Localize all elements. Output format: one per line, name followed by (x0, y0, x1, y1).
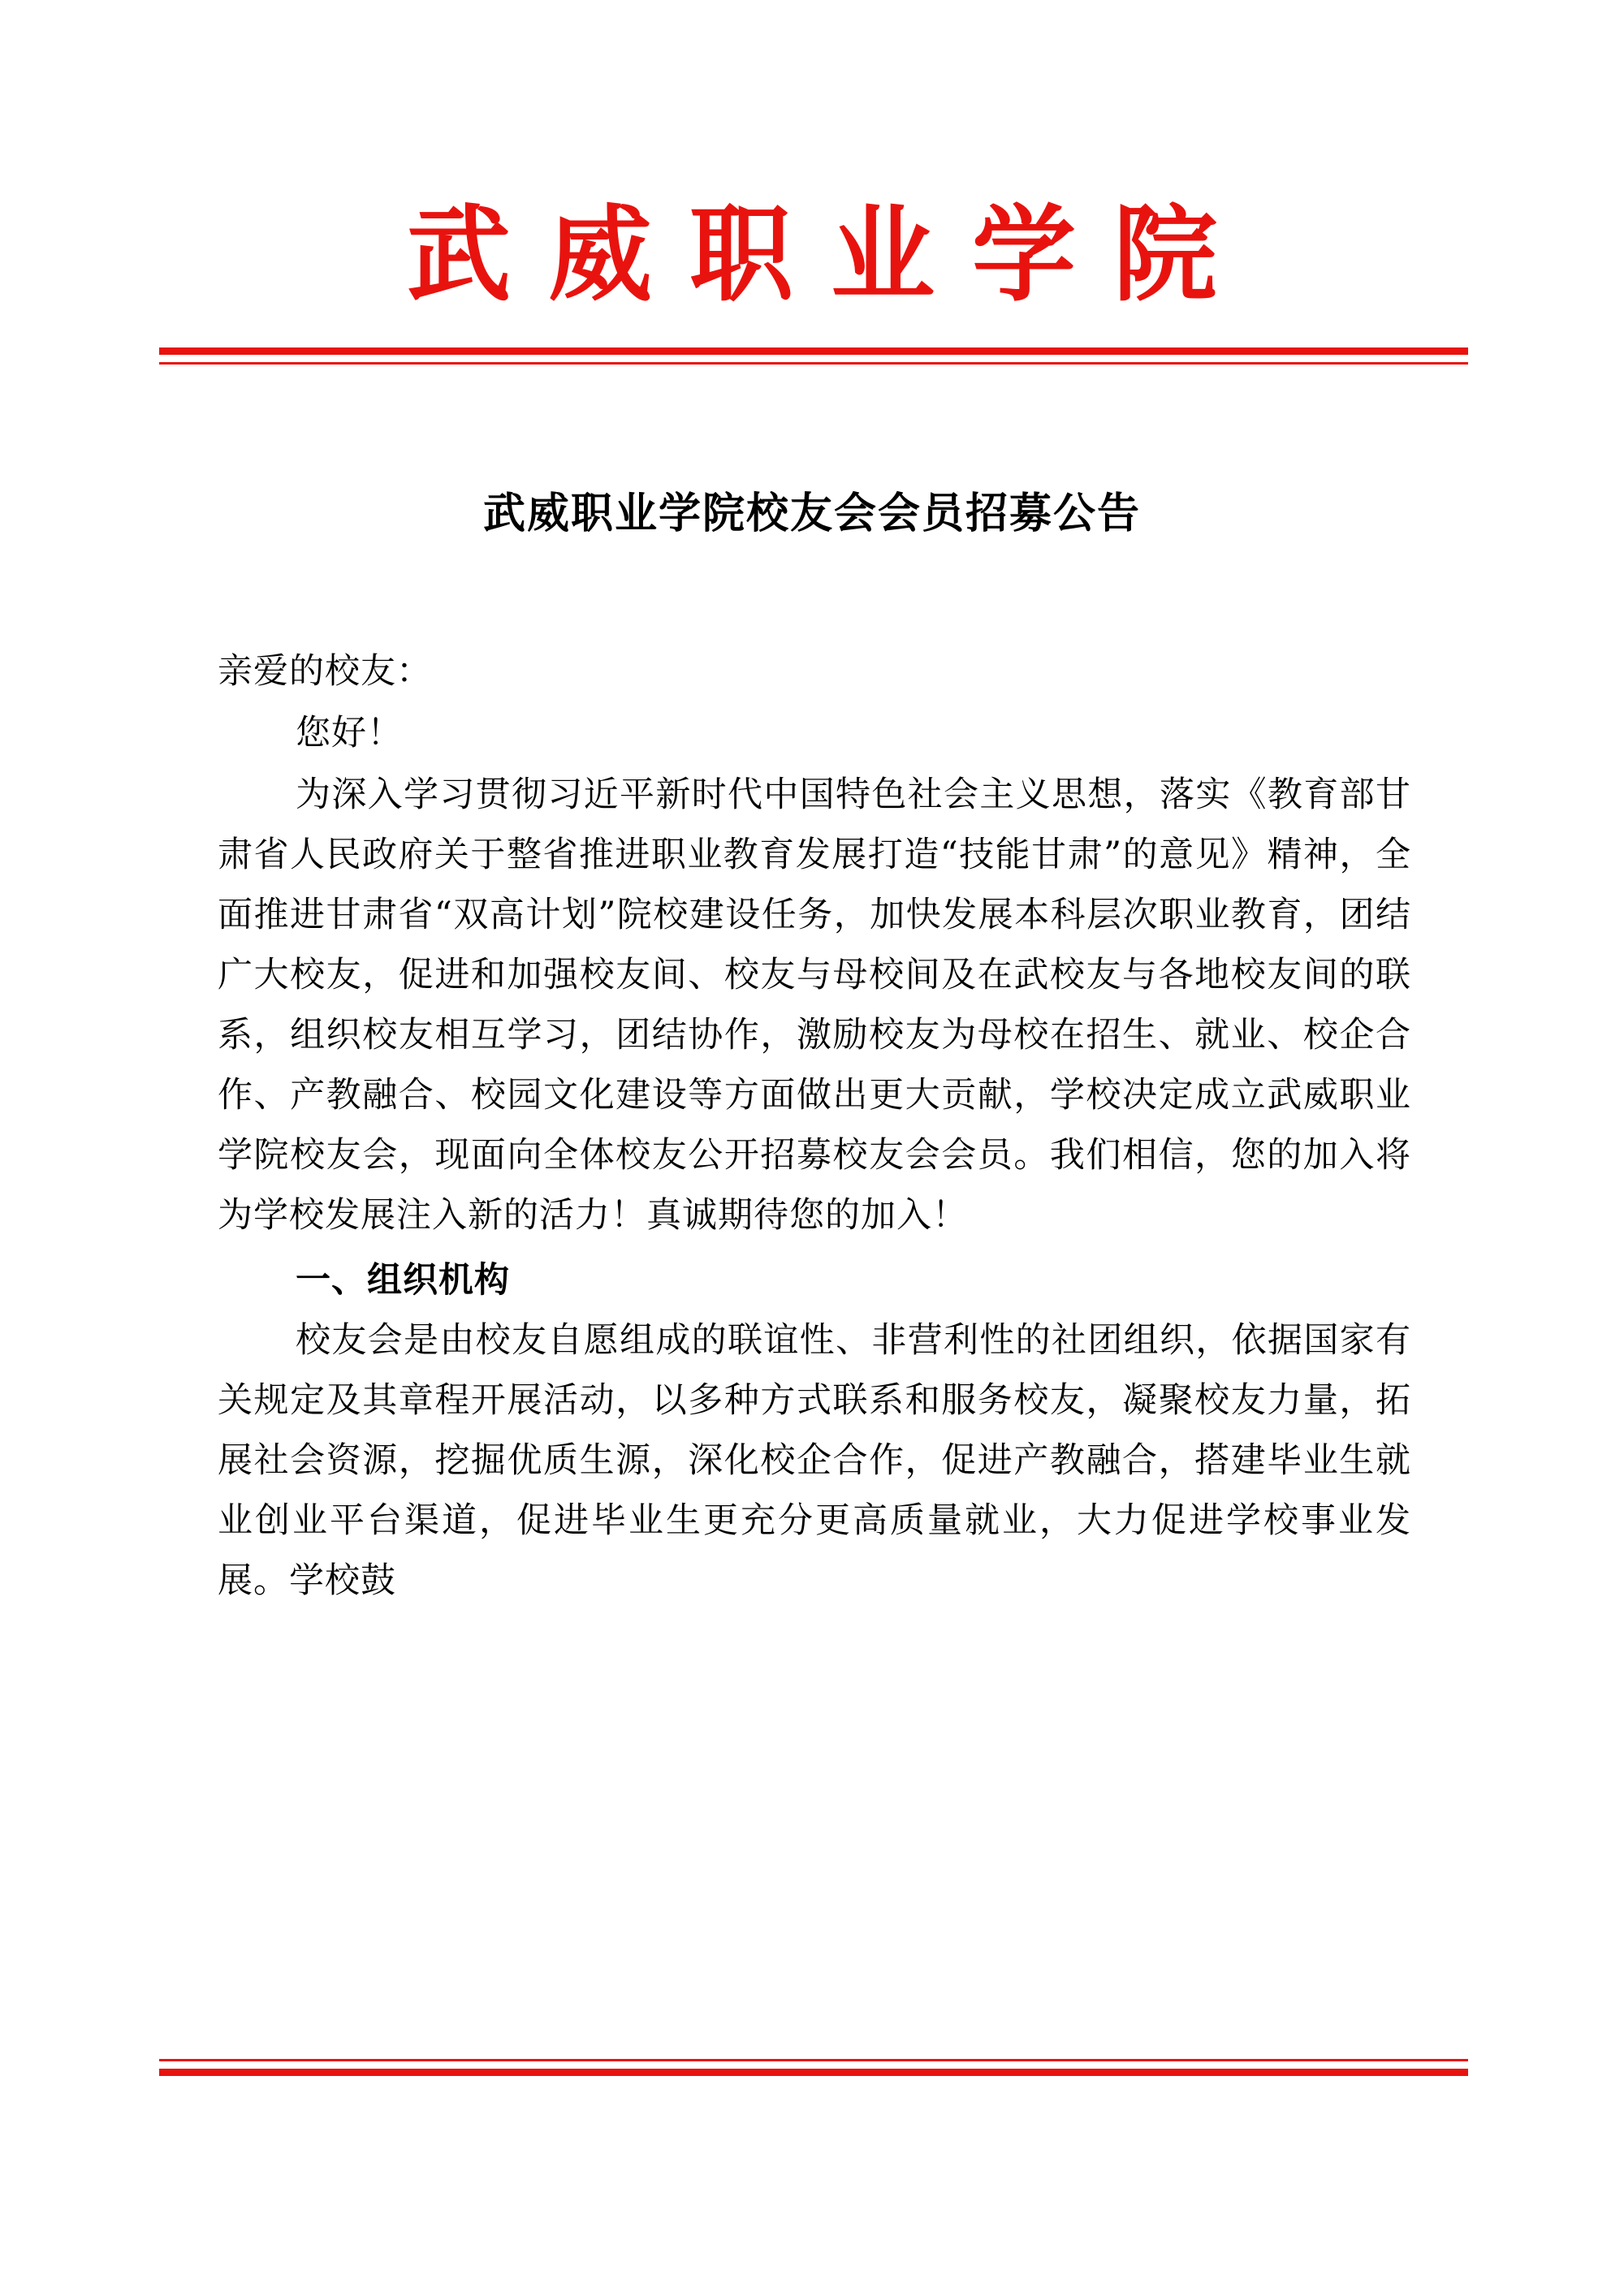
document-title: 武威职业学院校友会会员招募公告 (482, 489, 1141, 538)
letterhead-rule-thick (159, 347, 1468, 355)
intro-paragraph: 为深入学习贯彻习近平新时代中国特色社会主义思想，落实《教育部甘肃省人民政府关于整省推进职业教育发展打造“技能甘肃”的意见》精神，全面推进甘肃省“双高计划”院校建设任务，加快发展本科层次职业教育，团结广大校友，促进和加强校友间、校友与母校间及在武校友与各地校友间的联系，组织校友相互学习，团结协作，激励校友为母校在招生、就业、校企合作、产教融合、校园文化建设等方面做出更大贡献，学校决定成立武威职业学院校友会，现面向全体校友公开招募校友会会员。我们相信，您的加入将为学校发展注入新的活力！真诚期待您的加入！ (218, 775, 1411, 1236)
letterhead (0, 0, 1624, 316)
footer-rule-thin (159, 2059, 1468, 2061)
salutation: 亲爱的校友： (218, 651, 432, 692)
footer-rule-thick (159, 2069, 1468, 2076)
letterhead-rule-thin (159, 362, 1468, 365)
letterhead-org-name: 武威职业学院 (406, 194, 1255, 316)
document-body (218, 641, 1411, 1612)
section-heading-organization: 一、组织机构 (296, 1260, 510, 1301)
section-body-organization: 校友会是由校友自愿组成的联谊性、非营利性的社团组织，依据国家有关规定及其章程开展活动，以多种方式联系和服务校友，凝聚校友力量，拓展社会资源，挖掘优质生源，深化校企合作，促进产教融合，搭建毕业生就业创业平台渠道，促进毕业生更充分更高质量就业，大力促进学校事业发展。学校鼓 (218, 1320, 1411, 1601)
greeting: 您好！ (296, 713, 403, 753)
